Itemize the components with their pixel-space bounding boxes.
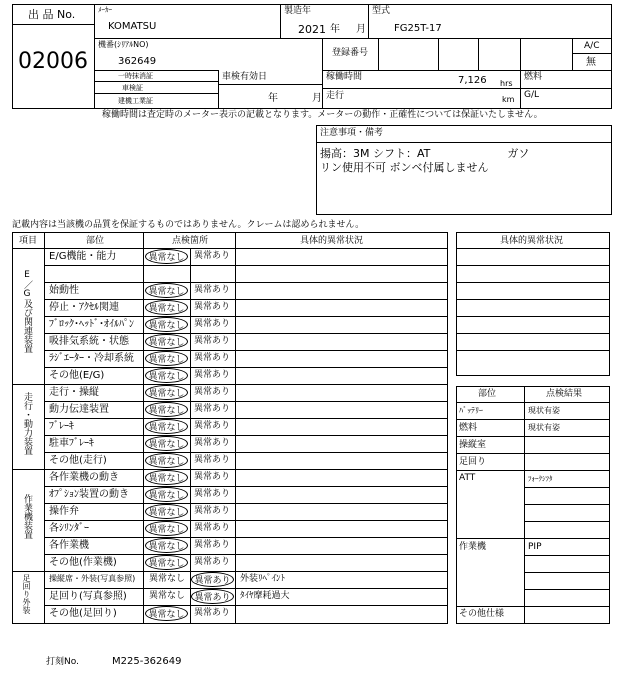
lot-no: 02006 [18, 49, 88, 74]
check-normal[interactable]: 異常なし [145, 487, 188, 502]
right-part: ATT [459, 473, 476, 483]
check-abnormal[interactable]: 異常あり [194, 540, 231, 550]
inspection-label: 車検有効日 [222, 72, 268, 82]
row-part: ｵﾌﾟｼｮﾝ装置の動き [49, 489, 129, 500]
ac-label: A/C [584, 41, 600, 51]
row-part: ﾌﾞﾛｯｸ･ﾍｯﾄﾞ･ｵｲﾙﾊﾟﾝ [49, 319, 134, 330]
right-col-part: 部位 [478, 389, 497, 399]
check-normal[interactable]: 異常なし [145, 538, 188, 553]
right-result: 現状有姿 [528, 406, 560, 415]
row-part: 操作弁 [49, 506, 79, 517]
model: FG25T-17 [394, 23, 442, 34]
reg-no-label: 登録番号 [332, 48, 369, 58]
row-part: 吸排気系統・状態 [49, 336, 129, 347]
group-work: 作業機装置 [22, 494, 32, 539]
serial: 362649 [118, 56, 157, 67]
check-abnormal[interactable]: 異常あり [194, 302, 231, 312]
ac-value: 無 [586, 57, 596, 68]
check-abnormal[interactable]: 異常あり [194, 421, 231, 431]
check-normal[interactable]: 異常なし [145, 334, 188, 349]
stamp-label: 打刻No. [46, 657, 79, 667]
stamp-value: M225-362649 [112, 656, 182, 667]
right-part: その他仕様 [459, 609, 505, 619]
row-part: 走行・操縦 [49, 387, 99, 398]
check-normal[interactable]: 異常なし [145, 419, 188, 434]
check-abnormal[interactable]: 異常あり [194, 370, 231, 380]
row-part: その他(走行) [49, 455, 107, 466]
check-normal[interactable]: 異常なし [145, 283, 188, 298]
check-abnormal[interactable]: 異常あり [194, 608, 231, 618]
mileage-label: 走行 [326, 91, 345, 101]
check-normal[interactable]: 異常なし [145, 555, 188, 570]
check-abnormal[interactable]: 異常あり [194, 319, 231, 329]
check-normal[interactable]: 異常なし [149, 574, 186, 584]
row-part: その他(作業機) [49, 557, 117, 568]
row-part: ﾌﾞﾚｰｷ [49, 421, 74, 432]
right-part: 操縦室 [459, 440, 487, 450]
hours-unit: hrs [500, 79, 513, 88]
maker: KOMATSU [108, 21, 157, 32]
row-part: 始動性 [49, 285, 79, 296]
remarks-line1: 揚高：3M シフト：AT ガソ [320, 147, 530, 160]
check-abnormal[interactable]: 異常あり [194, 455, 231, 465]
row-part: 各ｼﾘﾝﾀﾞｰ [49, 523, 89, 534]
col-part: 部位 [86, 236, 105, 246]
maker-label: ﾒｰｶｰ [98, 6, 112, 14]
row-detail: ﾀｲﾔ摩耗過大 [240, 591, 290, 601]
group-drive: 走行・動力装置 [22, 392, 32, 455]
hours-value: 7,126 [458, 75, 487, 86]
right-result: ﾌｫｰｸｼﾌﾀ [528, 475, 553, 483]
disclaimer: 記載内容は当該機の品質を保証するものではありません。クレームは認められません。 [12, 220, 365, 230]
check-abnormal[interactable]: 異常あり [194, 353, 231, 363]
check-abnormal[interactable]: 異常あり [194, 523, 231, 533]
check-abnormal[interactable]: 異常あり [194, 557, 231, 567]
fuel-value: G/L [524, 90, 540, 100]
check-abnormal[interactable]: 異常あり [194, 336, 231, 346]
check-abnormal[interactable]: 異常あり [194, 387, 231, 397]
year: 2021 [298, 23, 326, 36]
row-part: E/G機能・能力 [49, 251, 117, 262]
check-normal[interactable]: 異常なし [145, 317, 188, 332]
year-unit: 年 [330, 24, 340, 35]
check-normal[interactable]: 異常なし [145, 385, 188, 400]
check-normal[interactable]: 異常なし [145, 351, 188, 366]
row-part: 各作業機 [49, 540, 89, 551]
check-abnormal[interactable]: 異常あり [191, 589, 234, 604]
right-detail-box [456, 232, 610, 376]
year-label: 製造年 [284, 6, 312, 16]
right-result: 現状有姿 [528, 423, 560, 432]
row-part: その他(E/G) [49, 370, 105, 381]
check-abnormal[interactable]: 異常あり [194, 285, 231, 295]
insp-month-unit: 月 [312, 93, 322, 104]
vehicle-cert-label: 車検証 [122, 84, 143, 92]
lot-no-label: 出 品 No. [28, 8, 76, 21]
row-part: 操縦席・外装(写真参照) [49, 574, 136, 583]
right-col-result: 点検結果 [546, 389, 583, 399]
check-normal[interactable]: 異常なし [145, 300, 188, 315]
remarks-title: 注意事項・備考 [320, 128, 384, 138]
hours-label: 稼働時間 [326, 72, 363, 82]
check-abnormal[interactable]: 異常あり [194, 472, 231, 482]
check-normal[interactable]: 異常なし [145, 521, 188, 536]
row-part: 停止・ｱｸｾﾙ関連 [49, 302, 119, 313]
check-normal[interactable]: 異常なし [145, 249, 188, 264]
month-unit: 月 [356, 24, 366, 35]
insp-year-unit: 年 [268, 93, 278, 104]
check-normal[interactable]: 異常なし [145, 436, 188, 451]
col-detail: 具体的異常状況 [300, 236, 364, 246]
hours-note: 稼働時間は査定時のメーター表示の記載となります。メーターの動作・正確性については保証いたしません。 [102, 110, 543, 120]
check-abnormal[interactable]: 異常あり [194, 489, 231, 499]
row-part: 足回り(写真参照) [49, 591, 127, 602]
check-normal[interactable]: 異常なし [149, 591, 186, 601]
fuel-label: 燃料 [524, 72, 543, 82]
check-normal[interactable]: 異常なし [145, 606, 188, 621]
row-part: 動力伝達装置 [49, 404, 109, 415]
check-abnormal[interactable]: 異常あり [194, 506, 231, 516]
row-detail: 外装ﾘﾍﾟｲﾝﾄ [240, 574, 286, 584]
ind-cert-label: 建機工業証 [118, 97, 153, 105]
check-abnormal[interactable]: 異常あり [194, 251, 231, 261]
check-normal[interactable]: 異常なし [145, 402, 188, 417]
serial-label: 機番(ｼﾘｱﾙNO) [98, 40, 149, 49]
check-normal[interactable]: 異常なし [145, 368, 188, 383]
check-abnormal[interactable]: 異常あり [191, 572, 234, 587]
check-normal[interactable]: 異常なし [145, 470, 188, 485]
right-part: 作業機 [459, 542, 487, 552]
right-part: 足回り [459, 457, 487, 467]
mileage-unit: km [502, 95, 515, 104]
check-abnormal[interactable]: 異常あり [194, 404, 231, 414]
group-engine: E／G及び関連装置 [22, 270, 32, 353]
right-part: 燃料 [459, 423, 478, 433]
group-undercarriage: 足回り外装 [22, 574, 31, 614]
row-part: 各作業機の動き [49, 472, 119, 483]
check-normal[interactable]: 異常なし [145, 504, 188, 519]
right-part: ﾊﾞｯﾃﾘｰ [459, 406, 483, 415]
col-check: 点検箇所 [172, 236, 209, 246]
temp-cert-label: 一時抹消証 [118, 72, 153, 80]
check-normal[interactable]: 異常なし [145, 453, 188, 468]
check-abnormal[interactable]: 異常あり [194, 438, 231, 448]
right-detail-title: 具体的異常状況 [500, 236, 564, 246]
model-label: 型式 [372, 6, 391, 16]
col-item: 項目 [19, 236, 38, 246]
row-part: 駐車ﾌﾞﾚｰｷ [49, 438, 94, 449]
row-part: その他(足回り) [49, 608, 117, 619]
remarks-line2: リン使用不可 ボンベ付属しません [320, 161, 489, 174]
row-part: ﾗｼﾞｴｰﾀｰ・冷却系統 [49, 353, 134, 364]
right-result: PIP [528, 542, 542, 552]
